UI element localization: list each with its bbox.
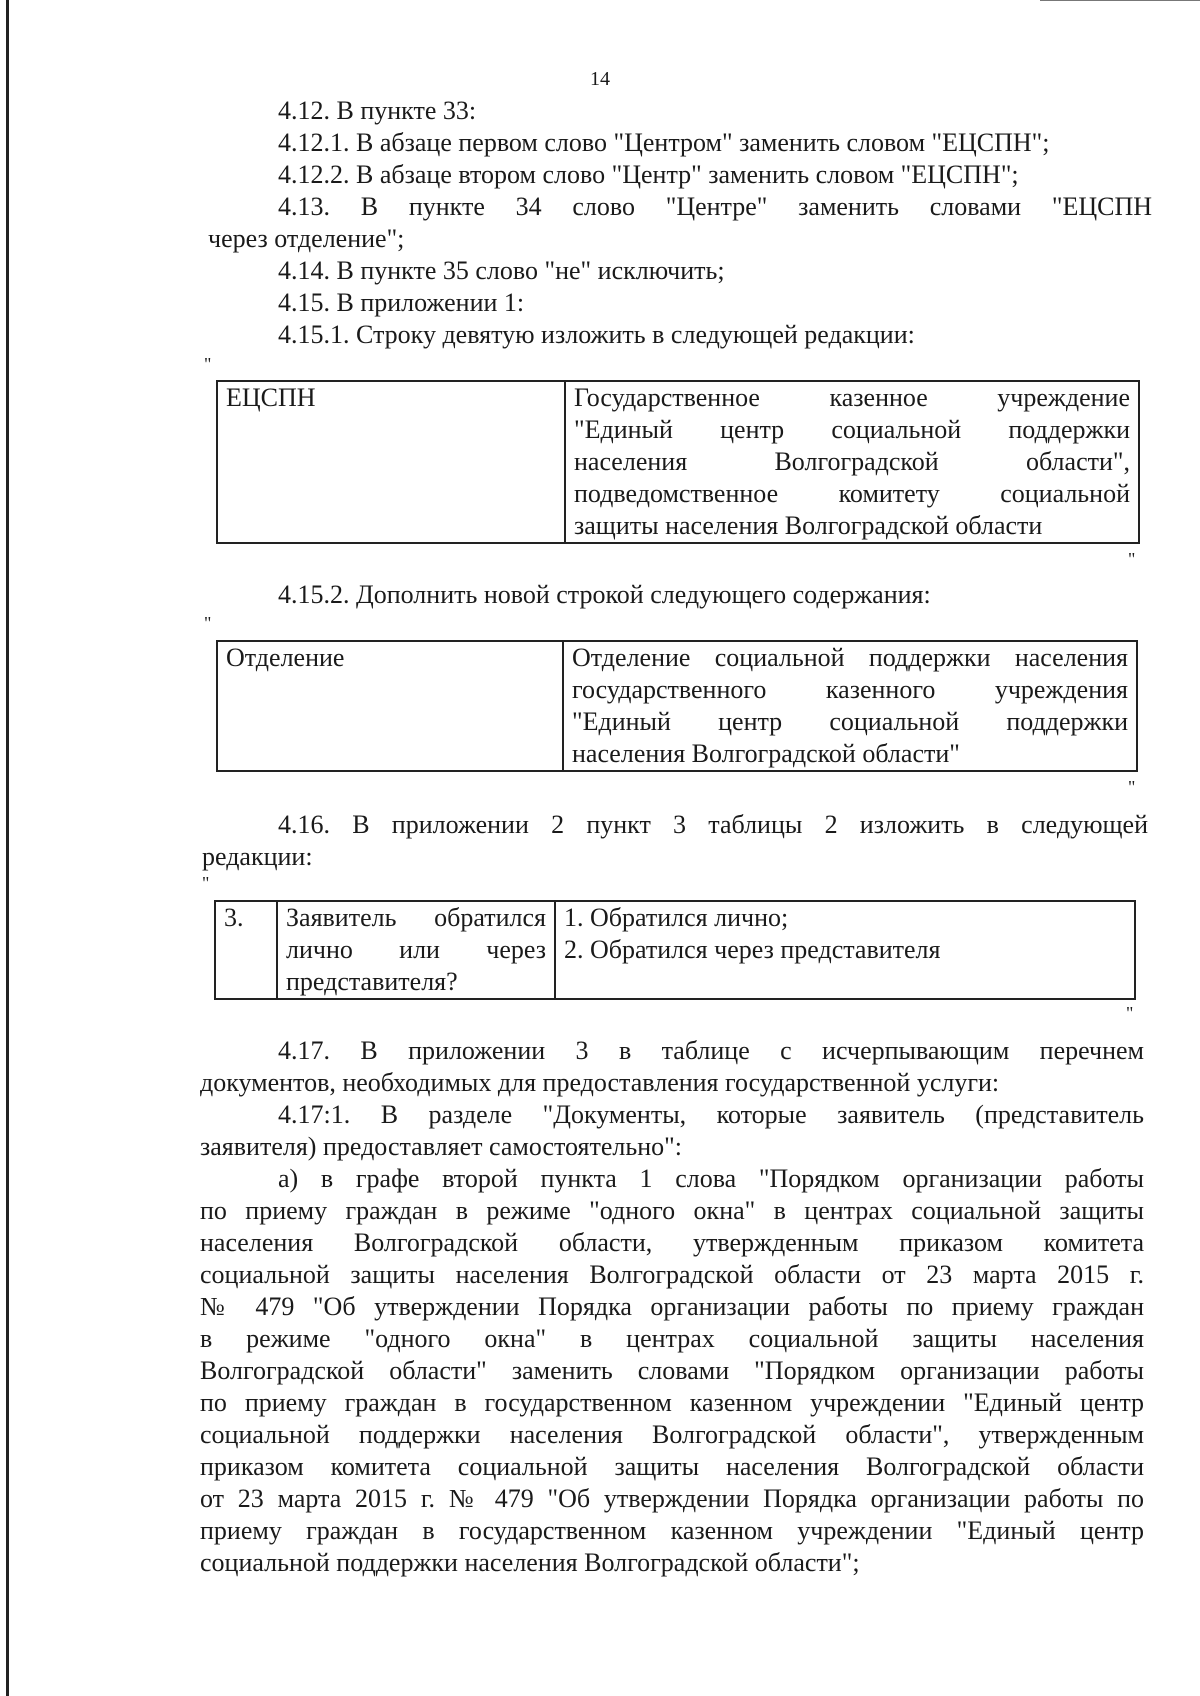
paragraph-a-line-1: а) в графе второй пункта 1 слова "Порядком организации работы [278, 1164, 1144, 1193]
scan-edge-top [1040, 0, 1200, 1]
paragraph-4-15: 4.15. В приложении 1: [278, 288, 525, 317]
paragraph-4-16: 4.16. В приложении 2 пункт 3 таблицы 2 изложить в следующей [278, 810, 1148, 839]
paragraph-4-17-1-cont: заявителя) предоставляет самостоятельно": [200, 1132, 682, 1161]
paragraph-4-17-1: 4.17:1. В разделе "Документы, которые заявитель (представитель [278, 1100, 1144, 1129]
quote-open-1: " [204, 354, 212, 374]
paragraph-a-line-4: социальной защиты населения Волгоградской области от 23 марта 2015 г. [200, 1260, 1144, 1289]
paragraph-4-13: 4.13. В пункте 34 слово "Центре" заменить словами "ЕЦСПН [278, 192, 1152, 221]
paragraph-4-12-1: 4.12.1. В абзаце первом слово "Центром" заменить словом "ЕЦСПН"; [278, 128, 1050, 157]
quote-open-2: " [204, 613, 212, 633]
paragraph-4-16-cont: редакции: [202, 842, 313, 871]
table-cell-definition: Государственное казенное учреждение "Единый центр социальной поддержки населения Волгоградской области", подведомственное комитету социальной защиты населения Волгоградской области [565, 381, 1139, 543]
quote-close-2: " [1128, 777, 1136, 797]
paragraph-a-line-8: по приему граждан в государственном казенном учреждении "Единый центр [200, 1388, 1144, 1417]
table-ecspn [216, 380, 1140, 544]
quote-open-3: " [202, 873, 210, 893]
table-cell-term: Отделение [217, 641, 563, 771]
paragraph-a-line-7: Волгоградской области" заменить словами "Порядком организации работы [200, 1356, 1144, 1385]
table-row [217, 641, 1137, 771]
quote-close-3: " [1126, 1003, 1134, 1023]
paragraph-a-line-6: в режиме "одного окна" в центрах социальной защиты населения [200, 1324, 1144, 1353]
paragraph-4-14: 4.14. В пункте 35 слово "не" исключить; [278, 256, 725, 285]
table-applicant [214, 900, 1136, 1000]
quote-close-1: " [1128, 549, 1136, 569]
paragraph-a-line-2: по приему граждан в режиме "одного окна" в центрах социальной защиты [200, 1196, 1144, 1225]
paragraph-4-12: 4.12. В пункте 33: [278, 96, 477, 125]
scan-edge-left [6, 0, 9, 1696]
paragraph-a-line-3: населения Волгоградской области, утвержденным приказом комитета [200, 1228, 1144, 1257]
paragraph-4-12-2: 4.12.2. В абзаце втором слово "Центр" заменить словом "ЕЦСПН"; [278, 160, 1019, 189]
paragraph-4-17-cont: документов, необходимых для предоставления государственной услуги: [200, 1068, 1000, 1097]
table-cell-definition: Отделение социальной поддержки населения государственного казенного учреждения "Единый центр социальной поддержки населения Волгоградской области" [563, 641, 1137, 771]
table-otdelenie [216, 640, 1138, 772]
paragraph-a-line-9: социальной поддержки населения Волгоградской области", утвержденным [200, 1420, 1144, 1449]
table-row [217, 381, 1139, 543]
paragraph-4-13-cont: через отделение"; [208, 224, 405, 253]
paragraph-a-line-5: № 479 "Об утверждении Порядка организации работы по приему граждан [200, 1292, 1144, 1321]
paragraph-4-17: 4.17. В приложении 3 в таблице с исчерпывающим перечнем [278, 1036, 1144, 1065]
page-number: 14 [590, 68, 610, 90]
paragraph-a-line-12: приему граждан в государственном казенном учреждении "Единый центр [200, 1516, 1144, 1545]
paragraph-4-15-2: 4.15.2. Дополнить новой строкой следующего содержания: [278, 580, 931, 609]
paragraph-a-line-13: социальной поддержки населения Волгоградской области"; [200, 1548, 860, 1577]
table-row [215, 901, 1135, 999]
table-cell-answers: 1. Обратился лично; 2. Обратился через представителя [555, 901, 1135, 999]
table-cell-question: Заявитель обратился лично или через представителя? [277, 901, 555, 999]
table-cell-number: 3. [215, 901, 277, 999]
paragraph-a-line-10: приказом комитета социальной защиты населения Волгоградской области [200, 1452, 1144, 1481]
paragraph-a-line-11: от 23 марта 2015 г. № 479 "Об утверждении Порядка организации работы по [200, 1484, 1144, 1513]
paragraph-4-15-1: 4.15.1. Строку девятую изложить в следующей редакции: [278, 320, 915, 349]
table-cell-term: ЕЦСПН [217, 381, 565, 543]
